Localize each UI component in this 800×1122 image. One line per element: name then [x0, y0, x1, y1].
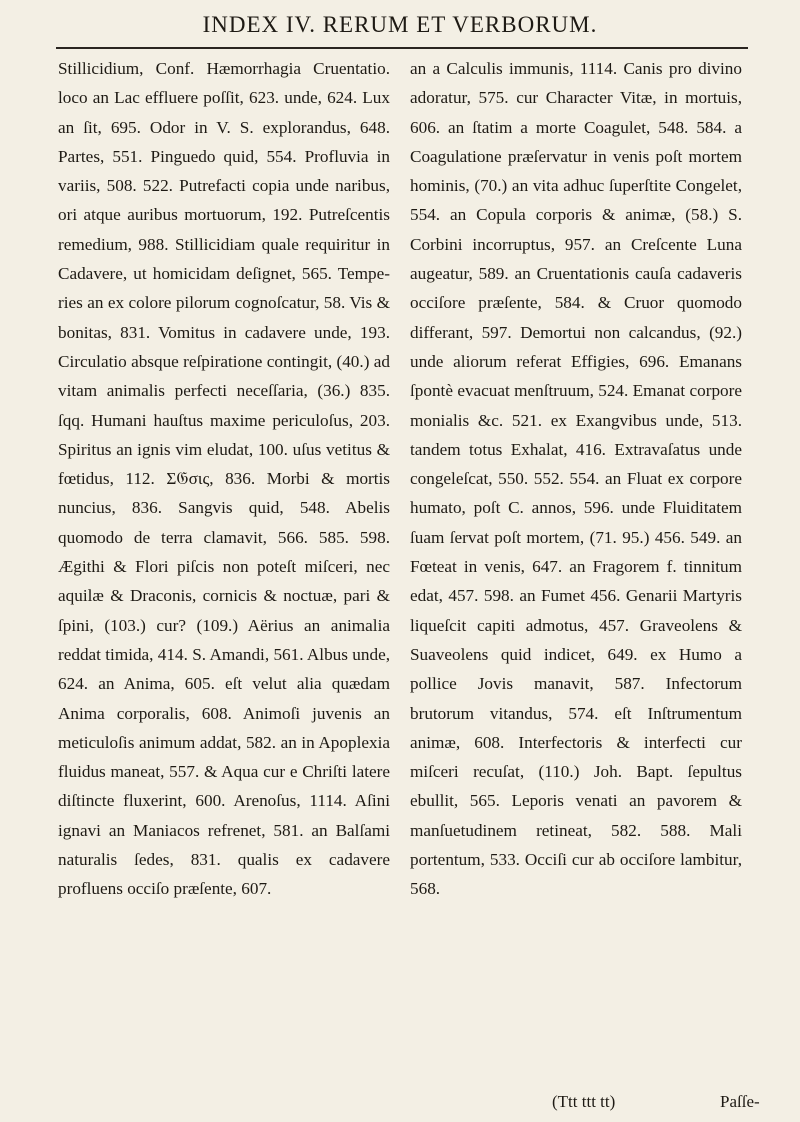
left-column-text: Stillicidium, Conf. Hæmorrhagia Cruentatio. loco an Lac effluere poſſit, 623. unde, 624. Lux an ſit, 695. Odor in V. S. explorandus, 648. Partes, 551. Pinguedo quid, 554. Profluvia in variis, 508. 522. Putrefacti copia unde naribus, ori atque auribus mortuorum, 192. Putreſcentis remedium, 988. Stillicidiam quale requiritur in Cadavere, ut homicidam deſignet, 565. Temperies an ex colore pilorum cognoſcatur, 58. Vis & bonitas, 831. Vomitus in cadavere unde, 193. Circulatio absque reſpiratione contingit, (40.) ad vitam animalis perfecti neceſſaria, (36.) 835. ſqq. Humani hauſtus maxime periculoſus, 203. Spiritus an ignis vim eludat, 100. uſus vetitus & fœtidus, 112. Σ𝔊σις, 836. Morbi & mortis nuncius, 836. Sangvis quid, 548. Abelis quomodo de terra clamavit, 566. 585. 598. Ægithi & Flori piſcis non poteſt miſceri, nec aquilæ & Draconis, cornicis & noctuæ, pari & ſpini, (103.) cur? (109.) Aërius an animalia reddat timida, 414. S. Amandi, 561. Albus unde, 624. an Anima, 605. eſt velut alia quædam Anima corporalis, 608. Animoſi juvenis an meticuloſis animum addat, 582. an in Apoplexia fluidus maneat, 557. & Aqua cur e Chriſti latere diſtincte fluxerint, 600. Arenoſus, 1114. Aſini ignavi an Maniacos refrenet, 581. an Balſami naturalis ſedes, 831. qualis ex cadavere profluens occiſo præſente, 607. [58, 59, 390, 899]
header-rule [56, 47, 748, 49]
catchword: Paſſe- [720, 1092, 760, 1111]
right-column-text: an a Calculis immunis, 1114. Canis pro divino adoratur, 575. cur Character Vitæ, in mortuis, 606. an ſtatim a morte Coagulet, 548. 584. a Coagulatione præſervatur in venis poſt mortem hominis, (70.) an vita adhuc ſuperſtite Congelet, 554. an Copula corporis & animæ, (58.) S. Corbini incorruptus, 957. an Creſcente Luna augeatur, 589. an Cruentationis cauſa cadaveris occiſore præſente, 584. & Cruor quomodo differant, 597. Demortui non calcandus, (92.) unde aliorum referat Effigies, 696. Emanans ſpontè evacuat menſtruum, 524. Emanat corpore monialis &c. 521. ex Exangvibus unde, 513. tandem totus Exhalat, 416. Extravaſatus unde congeleſcat, 550. 552. 554. an Fluat ex corpore humato, poſt C. annos, 596. unde Fluiditatem ſuam ſervat poſt mortem, (71. 95.) 456. 549. an Fœteat in venis, 647. an Fragorem f. tinnitum edat, 457. 598. an Fumet 456. Genarii Martyris liqueſcit capiti admotus, 457. Graveolens & Suaveolens quid indicet, 649. ex Humo a pollice Jovis manavit, 587. Infectorum brutorum vitandus, 574. eſt Inſtrumentum animæ, 608. Interfectoris & interfecti cur miſceri recuſat, (110.) Joh. Bapt. ſepultus ebullit, 565. Leporis venati an pavorem & manſuetudinem retineat, 582. 588. Mali portentum, 533. Occiſi cur ab occiſore lambitur, 568. [410, 59, 742, 899]
right-column [410, 54, 742, 904]
signature-mark: (Ttt ttt tt) [552, 1092, 616, 1111]
page-header: INDEX IV. RERUM ET VERBORUM. [202, 12, 598, 37]
left-column [58, 54, 390, 904]
